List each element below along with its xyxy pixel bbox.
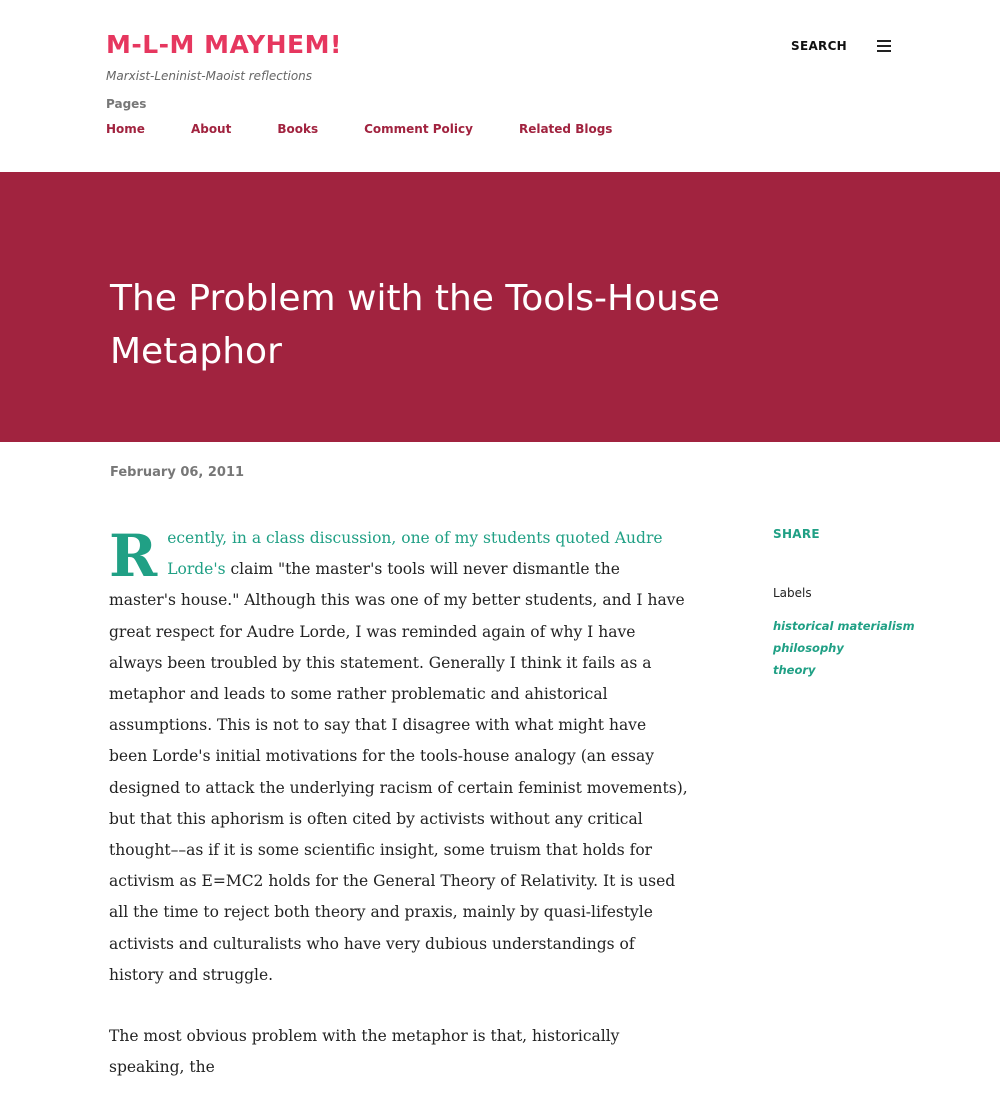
- blog-description: Marxist-Leninist-Maoist reflections: [106, 69, 313, 83]
- post-paragraph-2: The most obvious problem with the metaphor is that, historically speaking, the: [109, 1027, 620, 1077]
- audre-lorde-link[interactable]: ecently, in a class discussion, one of my students quoted Audre Lorde's: [167, 529, 663, 579]
- labels-heading: Labels: [773, 586, 812, 600]
- post-paragraph-1: [109, 523, 689, 991]
- post-hero-banner: [0, 172, 1000, 442]
- nav-item-about[interactable]: About: [190, 122, 232, 136]
- labels-list: [773, 615, 915, 681]
- hamburger-menu-icon[interactable]: [877, 40, 891, 52]
- dropcap-letter: R: [109, 522, 158, 590]
- nav-item-related-blogs[interactable]: Related Blogs: [518, 122, 613, 136]
- label-link-theory[interactable]: theory: [773, 663, 816, 677]
- blog-title[interactable]: M-L-M MAYHEM!: [106, 30, 342, 59]
- share-button[interactable]: SHARE: [773, 527, 820, 541]
- post-date[interactable]: February 06, 2011: [110, 465, 245, 480]
- post-body: [109, 523, 689, 1113]
- search-button[interactable]: SEARCH: [791, 39, 848, 53]
- post-title: The Problem with the Tools-House Metaphor: [110, 278, 720, 372]
- blog-header: [0, 0, 1000, 172]
- paragraph-1-text: claim "the master's tools will never dismantle the master's house." Although this was one of my better students, and I have great respect for Audre Lorde, I was reminded again of why I have always been troubled by this statement. Generally I think it fails as a metaphor and leads to some rather problematic and ahistorical assumptions. This is not to say that I disagree with what might have been Lorde's initial motivations for the tools-house analogy (an essay designed to attack the underlying racism of certain feminist movements), but that this aphorism is often cited by activists without any critical thought––as if it is some scientific insight, some truism that holds for activism as E=MC2 holds for the General Theory of Relativity. It is used all the time to reject both theory and praxis, mainly by quasi-lifestyle activists and culturalists who have very dubious understandings of history and struggle.: [109, 560, 688, 984]
- nav-item-books[interactable]: Books: [277, 122, 319, 136]
- nav-item-comment-policy[interactable]: Comment Policy: [364, 122, 473, 136]
- pages-label: Pages: [106, 97, 147, 111]
- pages-nav: [106, 122, 658, 136]
- label-link-philosophy[interactable]: philosophy: [773, 641, 844, 655]
- nav-item-home[interactable]: Home: [106, 122, 145, 136]
- label-link-historical-materialism[interactable]: historical materialism: [773, 619, 915, 633]
